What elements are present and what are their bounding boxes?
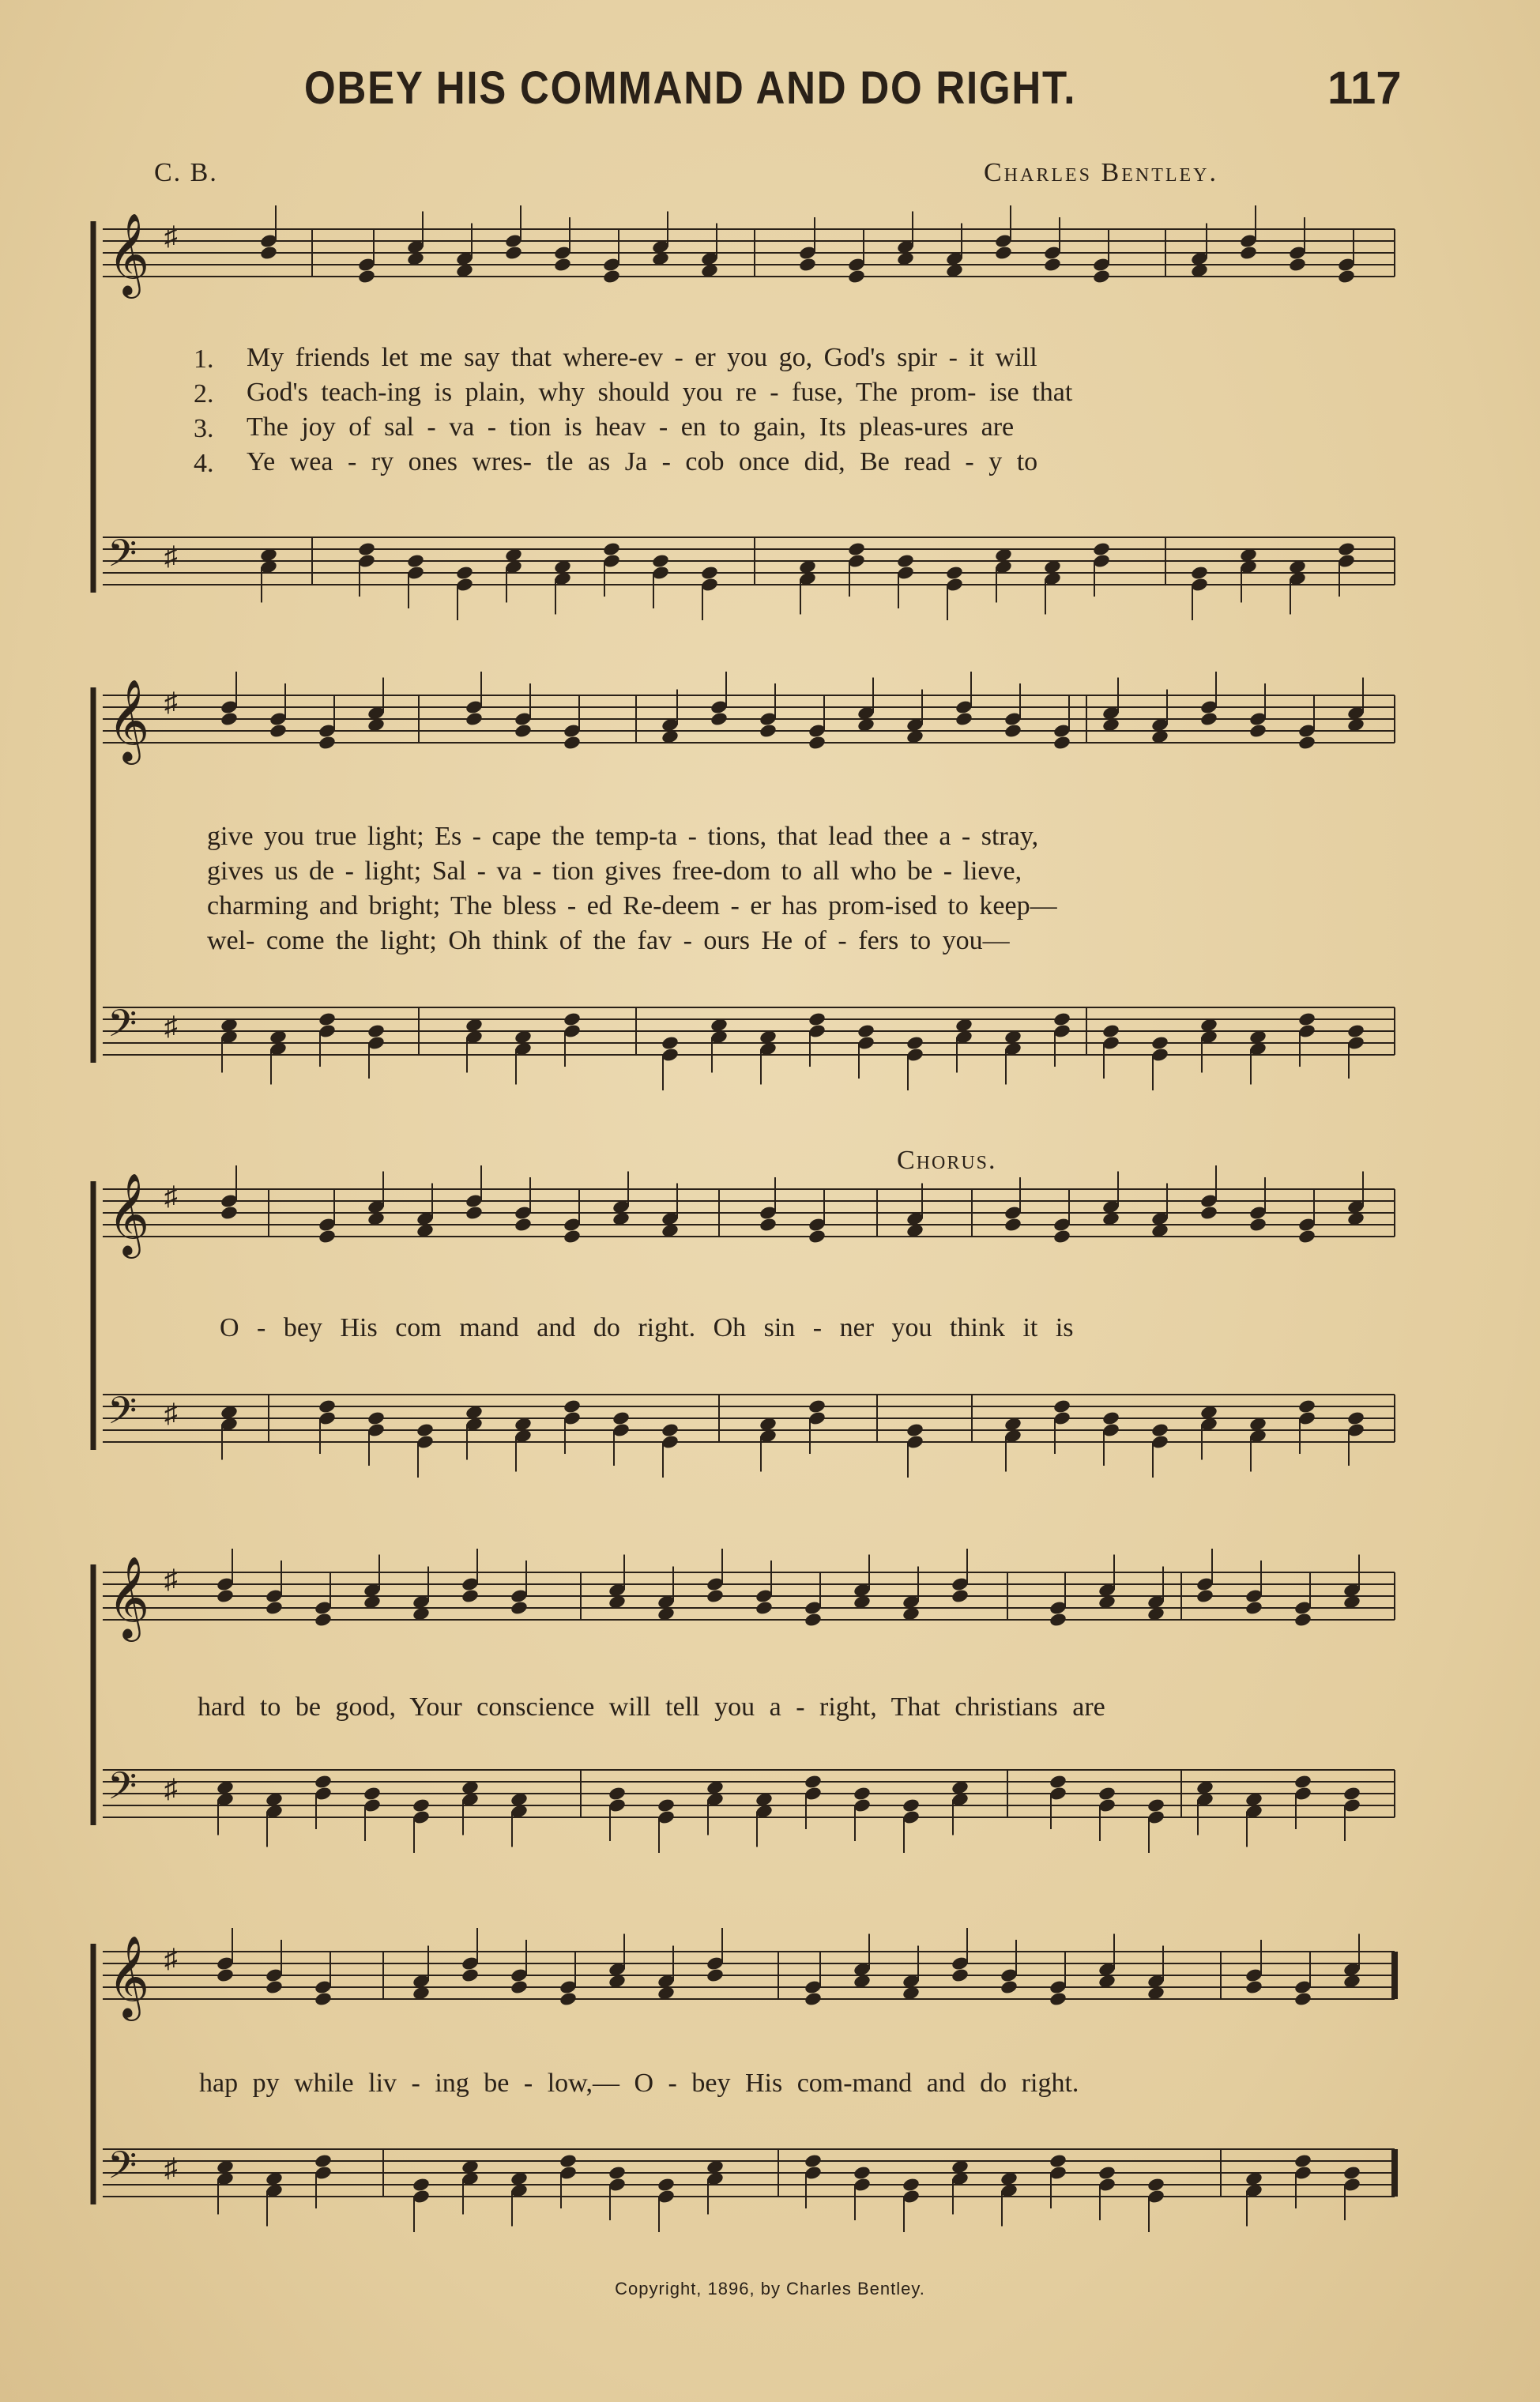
note-head: [1297, 1011, 1316, 1027]
note-head: [1288, 257, 1307, 273]
note-head: [945, 565, 964, 581]
note-head: [314, 1612, 333, 1628]
note-head: [902, 2177, 921, 2193]
note-head: [902, 1798, 921, 1813]
note-head: [269, 723, 288, 739]
note-head: [1342, 1786, 1361, 1802]
note-head: [1346, 1023, 1365, 1039]
note-head: [759, 1217, 778, 1233]
note-head: [461, 1967, 480, 1983]
note-head: [216, 1588, 235, 1604]
note-head: [314, 2153, 333, 2169]
bass-clef-icon: 𝄢: [107, 1001, 137, 1055]
note-head: [661, 1035, 680, 1051]
note-head: [1003, 723, 1022, 739]
note-head: [1150, 1035, 1169, 1051]
treble-clef-icon: 𝄞: [107, 213, 150, 296]
note-head: [1297, 735, 1316, 751]
verse-number: 2.: [194, 379, 214, 408]
note-head: [465, 711, 484, 727]
note-head: [1337, 541, 1356, 557]
note-head: [847, 269, 866, 284]
lyric-line: gives us de - light; Sal - va - tion gives free-dom to all who be - lieve,: [207, 857, 1022, 886]
note-head: [1049, 1991, 1067, 2007]
note-head: [1000, 1979, 1019, 1995]
lyric-line: The joy of sal - va - tion is heav - en to gain, Its pleas-ures are: [247, 412, 1015, 442]
note-head: [559, 1991, 578, 2007]
note-head: [808, 1229, 826, 1244]
note-head: [1003, 1217, 1022, 1233]
note-head: [706, 1588, 725, 1604]
note-head: [804, 1774, 823, 1790]
note-head: [1092, 269, 1111, 284]
note-head: [853, 1786, 872, 1802]
note-head: [608, 1786, 627, 1802]
note-head: [1337, 269, 1356, 284]
note-head: [700, 565, 719, 581]
note-head: [1052, 1229, 1071, 1244]
lyricist-credit: C. B.: [154, 158, 218, 187]
note-head: [896, 553, 915, 569]
note-head: [808, 1011, 826, 1027]
note-head: [808, 735, 826, 751]
sharp-icon: ♯: [164, 1945, 178, 1974]
note-head: [514, 723, 533, 739]
note-head: [1052, 1399, 1071, 1414]
note-head: [951, 1967, 970, 1983]
note-head: [455, 565, 474, 581]
note-head: [1244, 1979, 1263, 1995]
note-head: [1293, 1612, 1312, 1628]
note-head: [510, 1979, 529, 1995]
sharp-icon: ♯: [164, 222, 178, 251]
note-head: [563, 1011, 582, 1027]
sharp-icon: ♯: [164, 1012, 178, 1041]
note-head: [1043, 257, 1062, 273]
note-head: [367, 1023, 386, 1039]
note-head: [1049, 2153, 1067, 2169]
note-head: [363, 1786, 382, 1802]
note-head: [608, 2165, 627, 2181]
note-head: [1297, 1399, 1316, 1414]
note-head: [1244, 1600, 1263, 1616]
note-head: [318, 1229, 337, 1244]
note-head: [357, 269, 376, 284]
note-head: [1049, 1774, 1067, 1790]
sharp-icon: ♯: [164, 1775, 178, 1804]
treble-clef-icon: 𝄞: [107, 1556, 150, 1639]
lyric-line: wel- come the light; Oh think of the fav - ours He of - fers to you—: [207, 926, 1010, 955]
note-head: [710, 711, 729, 727]
note-head: [954, 711, 973, 727]
sharp-icon: ♯: [164, 688, 178, 717]
sharp-icon: ♯: [164, 2154, 178, 2183]
note-head: [847, 541, 866, 557]
note-head: [661, 1422, 680, 1438]
note-head: [461, 1588, 480, 1604]
lyric-line: Ye wea - ry ones wres- tle as Ja - cob once did, Be read - y to: [247, 447, 1038, 476]
note-head: [808, 1399, 826, 1414]
note-head: [602, 541, 621, 557]
note-head: [1199, 711, 1218, 727]
note-head: [1346, 1410, 1365, 1426]
note-head: [416, 1422, 435, 1438]
note-head: [651, 553, 670, 569]
verse-number: 4.: [194, 449, 214, 478]
note-head: [216, 1967, 235, 1983]
note-head: [318, 1399, 337, 1414]
note-head: [1293, 2153, 1312, 2169]
lyric-line: O - bey His com mand and do right. Oh sin - ner you think it is: [220, 1313, 1074, 1342]
verse-number: 1.: [194, 344, 214, 374]
note-head: [798, 257, 817, 273]
note-head: [318, 735, 337, 751]
note-head: [265, 1600, 284, 1616]
note-head: [906, 1422, 924, 1438]
treble-clef-icon: 𝄞: [107, 1173, 150, 1256]
note-head: [706, 1967, 725, 1983]
note-head: [1049, 1612, 1067, 1628]
copyright-notice: Copyright, 1896, by Charles Bentley.: [615, 2279, 925, 2298]
note-head: [1199, 1205, 1218, 1221]
note-head: [1195, 1588, 1214, 1604]
note-head: [1101, 1023, 1120, 1039]
composer-credit: Charles Bentley.: [984, 158, 1218, 187]
note-head: [906, 1035, 924, 1051]
note-head: [994, 245, 1013, 261]
note-head: [804, 1612, 823, 1628]
note-head: [318, 1011, 337, 1027]
lyric-line: God's teach-ing is plain, why should you re - fuse, The prom- ise that: [247, 378, 1073, 407]
note-head: [951, 1588, 970, 1604]
note-head: [853, 2165, 872, 2181]
note-head: [759, 723, 778, 739]
note-head: [412, 2177, 431, 2193]
note-head: [406, 553, 425, 569]
bass-clef-icon: 𝄢: [107, 1388, 137, 1442]
note-head: [220, 1205, 239, 1221]
note-head: [1297, 1229, 1316, 1244]
treble-clef-icon: 𝄞: [107, 679, 150, 762]
sharp-icon: ♯: [164, 542, 178, 571]
sharp-icon: ♯: [164, 1565, 178, 1594]
note-head: [1293, 1774, 1312, 1790]
verse-number: 3.: [194, 414, 214, 443]
note-head: [553, 257, 572, 273]
note-head: [1190, 565, 1209, 581]
page-number: 117: [1327, 62, 1402, 114]
note-head: [1147, 2177, 1165, 2193]
lyric-line: charming and bright; The bless - ed Re-deem - er has prom-ised to keep—: [207, 891, 1057, 921]
chorus-label: Chorus.: [897, 1146, 997, 1175]
lyric-line: give you true light; Es - cape the temp-ta - tions, that lead thee a - stray,: [207, 822, 1039, 851]
note-head: [1239, 245, 1258, 261]
note-head: [1147, 1798, 1165, 1813]
note-head: [259, 245, 278, 261]
note-head: [563, 1399, 582, 1414]
note-head: [1098, 2165, 1116, 2181]
note-head: [559, 2153, 578, 2169]
note-head: [563, 735, 582, 751]
note-head: [657, 1798, 676, 1813]
lyric-line: hap py while liv - ing be - low,— O - bey His com-mand and do right.: [199, 2069, 1079, 2098]
note-head: [465, 1205, 484, 1221]
note-head: [367, 1410, 386, 1426]
lyric-line: hard to be good, Your conscience will tell you a - right, That christians are: [198, 1692, 1105, 1722]
note-head: [1052, 735, 1071, 751]
note-head: [357, 541, 376, 557]
note-head: [314, 1991, 333, 2007]
lyric-line: My friends let me say that where-ev - er you go, God's spir - it will: [247, 343, 1037, 372]
note-head: [265, 1979, 284, 1995]
note-head: [1098, 1786, 1116, 1802]
note-head: [1101, 1410, 1120, 1426]
note-head: [755, 1600, 774, 1616]
note-head: [1052, 1011, 1071, 1027]
note-head: [314, 1774, 333, 1790]
note-head: [220, 711, 239, 727]
note-head: [1248, 723, 1267, 739]
note-head: [504, 245, 523, 261]
sharp-icon: ♯: [164, 1182, 178, 1211]
treble-clef-icon: 𝄞: [107, 1935, 150, 2018]
note-head: [563, 1229, 582, 1244]
note-head: [857, 1023, 875, 1039]
note-head: [1150, 1422, 1169, 1438]
note-head: [602, 269, 621, 284]
note-head: [657, 2177, 676, 2193]
bass-clef-icon: 𝄢: [107, 531, 137, 585]
bass-clef-icon: 𝄢: [107, 2143, 137, 2197]
note-head: [1293, 1991, 1312, 2007]
hymn-title: OBEY HIS COMMAND AND DO RIGHT.: [304, 62, 1077, 114]
note-head: [412, 1798, 431, 1813]
note-head: [804, 2153, 823, 2169]
sharp-icon: ♯: [164, 1399, 178, 1429]
note-head: [804, 1991, 823, 2007]
note-head: [1248, 1217, 1267, 1233]
note-head: [1092, 541, 1111, 557]
note-head: [514, 1217, 533, 1233]
note-head: [612, 1410, 631, 1426]
note-head: [1342, 2165, 1361, 2181]
bass-clef-icon: 𝄢: [107, 1764, 137, 1817]
note-head: [510, 1600, 529, 1616]
